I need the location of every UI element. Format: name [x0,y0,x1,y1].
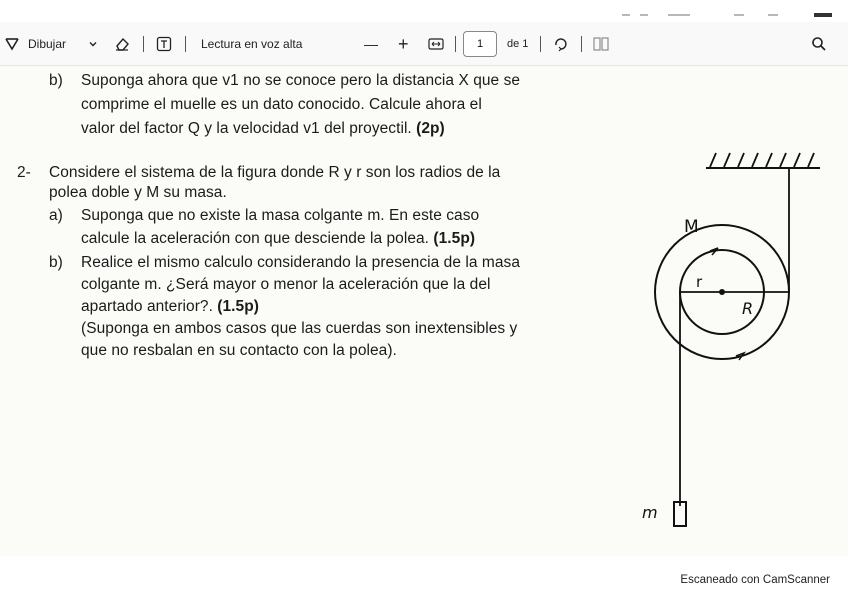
item-label-b: b) [49,72,63,89]
rotate-icon [553,36,569,52]
page-number-input[interactable]: 1 [463,31,497,57]
zoom-out-button[interactable] [364,22,378,66]
search-button[interactable] [811,22,827,66]
draw-options-dropdown[interactable] [88,22,98,66]
page-view-icon [593,37,609,51]
text-line: Suponga que no existe la masa colgante m. En este caso [81,207,480,224]
text-line: polea doble y M su masa. [49,184,227,201]
toolbar-divider [455,36,456,52]
pulley-figure [628,134,828,534]
score-label: (1.5p) [433,230,476,247]
toolbar-divider [540,36,541,52]
label-R: R [742,299,754,318]
chevron-down-icon [88,39,98,49]
chrome-mark [814,13,832,17]
draw-icon [4,36,20,52]
label-m: m [642,503,658,522]
add-text-button[interactable] [156,22,172,66]
item-label-a: a) [49,207,63,224]
text-line: colgante m. ¿Será mayor o menor la aceleración que la del [81,276,491,293]
score-label: (2p) [416,120,445,137]
text-segment: valor del factor Q y la velocidad v1 del proyectil. [81,120,412,137]
score-label: (1.5p) [217,298,259,315]
fit-width-icon [428,37,444,51]
zoom-in-icon: + [398,33,409,54]
text-line [81,297,259,317]
toolbar-divider [581,36,582,52]
read-aloud-button[interactable] [201,22,302,66]
chrome-mark [668,14,690,16]
label-r: r [696,273,703,291]
label-M: M [684,217,699,237]
eraser-icon [114,36,130,52]
pdf-toolbar [0,22,848,66]
text-line [81,119,445,139]
text-segment: apartado anterior?. [81,298,213,315]
chrome-mark [622,14,630,16]
rotate-button[interactable] [553,22,569,66]
window-top-strip [0,0,848,22]
text-box-icon [156,36,172,52]
read-aloud-label: Lectura en voz alta [201,37,303,51]
scanner-watermark: Escaneado con CamScanner [680,574,830,586]
zoom-out-icon: — [364,36,378,52]
text-line: (Suponga en ambos casos que las cuerdas son inextensibles y [81,320,518,337]
text-segment: calcule la aceleración con que desciende la polea. [81,230,430,247]
chrome-mark [768,14,778,16]
question-number: 2- [17,164,31,181]
chrome-mark [640,14,648,16]
eraser-button[interactable] [114,22,130,66]
text-line: Considere el sistema de la figura donde R y r son los radios de la [49,164,501,181]
page-view-button[interactable] [593,22,609,66]
ceiling-hatch [710,153,814,167]
toolbar-divider [143,36,144,52]
item-label-b: b) [49,254,63,271]
search-icon [811,36,827,52]
text-line: que no resbalan en su contacto con la polea). [81,342,397,359]
pdf-page [0,66,848,556]
text-line [81,229,475,249]
text-line: comprime el muelle es un dato conocido. Calcule ahora el [81,96,482,113]
text-line: Realice el mismo calculo considerando la presencia de la masa [81,254,520,271]
page-total-label: de 1 [507,38,529,50]
chrome-mark [734,14,744,16]
text-line: Suponga ahora que v1 no se conoce pero la distancia X que se [81,72,521,89]
pulley-center [719,289,725,295]
fit-width-button[interactable] [428,22,444,66]
toolbar-divider [185,36,186,52]
draw-button[interactable] [4,22,66,66]
zoom-in-button[interactable] [398,22,409,66]
draw-label: Dibujar [28,37,67,51]
